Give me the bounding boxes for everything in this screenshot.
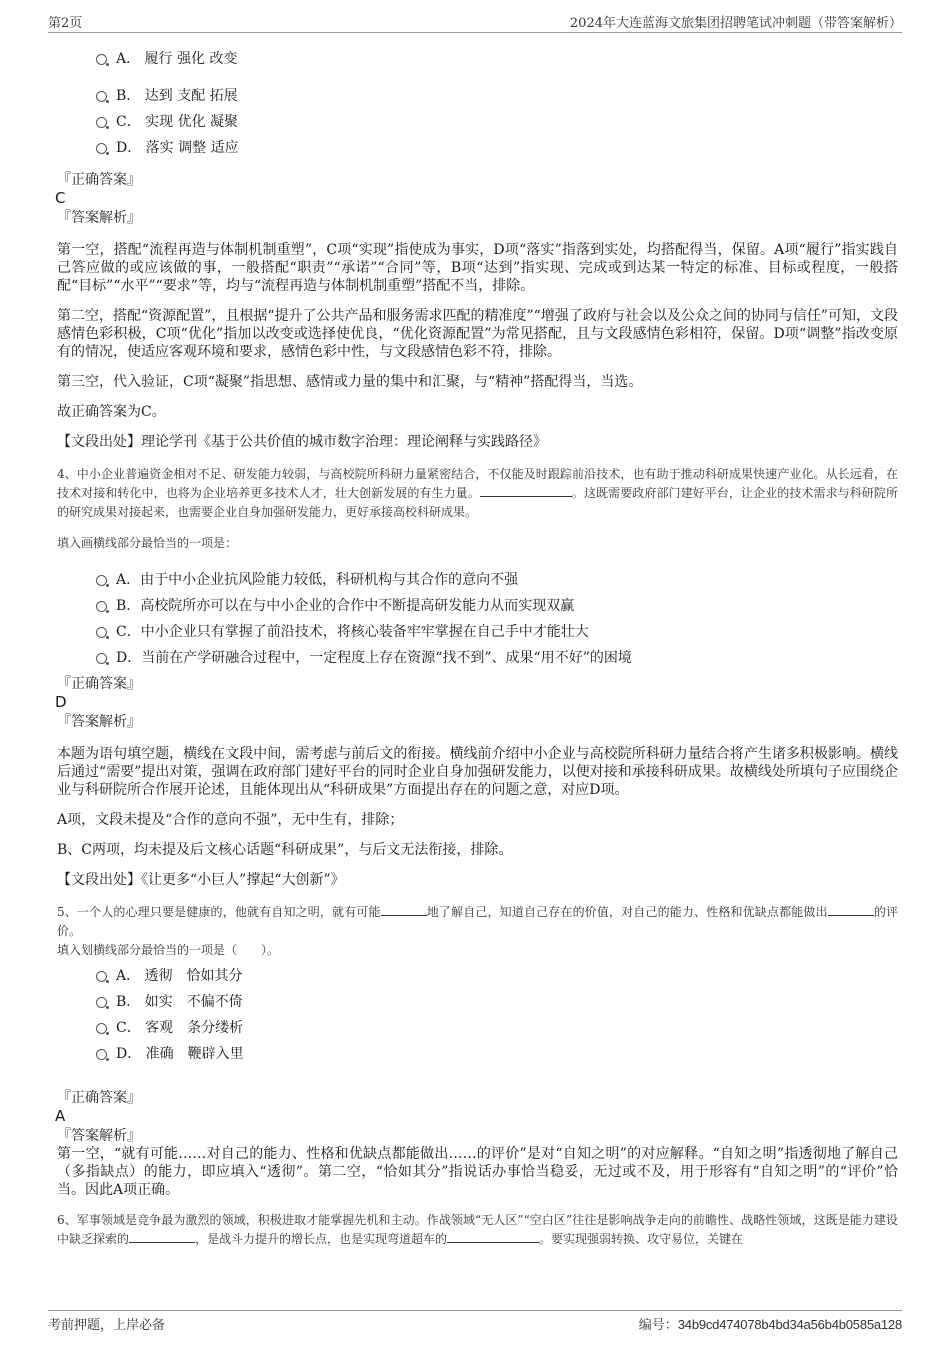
option-a[interactable]: A． 透彻 恰如其分 <box>96 963 950 989</box>
document-id: 编号：34b9cd474078b4bd34a56b4b0585a128 <box>638 1317 902 1333</box>
option-c[interactable]: C． 实现 优化 凝聚 <box>96 109 950 135</box>
answer-label: 『正确答案』 <box>57 172 141 188</box>
option-c[interactable]: C．中小企业只有掌握了前沿技术，将核心装备牢牢掌握在自己手中才能壮大 <box>96 619 950 645</box>
radio-icon[interactable] <box>96 1023 107 1034</box>
radio-icon[interactable] <box>96 1049 107 1060</box>
fill-blank <box>480 484 572 497</box>
radio-icon[interactable] <box>96 601 107 612</box>
analysis-label: 『答案解析』 <box>57 1128 141 1144</box>
analysis-paragraph: 第一空，搭配“流程再造与体制机制重塑”，C项“实现”指使成为事实，D项“落实”指落到实处，均搭配得当，保留。A项“履行”指实践自己答应做的或应该做的事，一般搭配“职责”“承诺”“合同”等，B项“达到”指实现、完成或到达某一特定的标准、目标或程度，一般搭配“目标”“水平”“要求”等，均与“流程再造与体制机制重塑”搭配不当，排除。 <box>57 242 898 294</box>
correct-answer: A <box>55 1107 66 1125</box>
radio-icon[interactable] <box>96 54 107 65</box>
analysis-label: 『答案解析』 <box>57 714 141 730</box>
analysis-paragraph: 本题为语句填空题，横线在文段中间，需考虑与前后文的衔接。横线前介绍中小企业与高校院所科研力量结合将产生诸多积极影响。横线后通过“需要”提出对策，强调在政府部门建好平台的同时企业自身加强研发能力，以便对接和承接科研成果。故横线处所填句子应围绕企业与科研院所合作展开论述，且能体现出从“科研成果”方面提出存在的问题之意，对应D项。 <box>57 746 898 798</box>
analysis-paragraph: B、C两项，均未提及后文核心话题“科研成果”，与后文无法衔接，排除。 <box>57 842 513 858</box>
question-4 <box>0 465 950 889</box>
option-a[interactable]: A．由于中小企业抗风险能力较低，科研机构与其合作的意向不强 <box>96 567 950 593</box>
fill-blank <box>381 903 427 916</box>
page-content <box>0 44 950 1249</box>
question-6 <box>0 1211 950 1249</box>
question-stem: 6、军事领域是竞争最为激烈的领域，积极进取才能掌握先机和主动。作战领域“无人区”“空白区”往往是影响战争走向的前瞻性、战略性领域，这既是能力建设中缺乏探索的 ，是战斗力提升的增长点，也是实现弯道超车的 。要实现强弱转换、攻守易位，关键在 <box>57 1213 898 1246</box>
page-number: 第2页 <box>48 16 83 31</box>
analysis-paragraph: 第一空，“就有可能……对自己的能力、性格和优缺点都能做出……的评价”是对“自知之明”的对应解释。“自知之明”指透彻地了解自己（多指缺点）的能力，即应填入“透彻”。第二空，“恰如其分”指说话办事恰当稳妥，无过或不及，用于形容有“自知之明”的“评价”恰当。因此A项正确。 <box>57 1146 898 1198</box>
page-footer <box>0 1300 950 1345</box>
question-stem: 4、中小企业普遍资金相对不足、研发能力较弱，与高校院所科研力量紧密结合，不仅能及时跟踪前沿技术，也有助于推动科研成果快速产业化。从长远看，在技术对接和转化中，也将为企业培养更多技术人才，壮大创新发展的有生力量。 。这既需要政府部门建好平台，让企业的技术需求与科研院所的研究成果对接起来，也需要企业自身加强研发能力，更好承接高校科研成果。 <box>57 467 898 519</box>
option-b[interactable]: B．高校院所亦可以在与中小企业的合作中不断提高研发能力从而实现双赢 <box>96 593 950 619</box>
correct-answer: D <box>55 693 67 711</box>
radio-icon[interactable] <box>96 971 107 982</box>
document-title: 2024年大连蓝海文旅集团招聘笔试冲刺题（带答案解析） <box>569 16 902 31</box>
analysis-conclusion: 故正确答案为C。 <box>57 404 166 420</box>
footer-divider <box>48 1310 902 1311</box>
fill-blank <box>447 1230 539 1243</box>
source-citation: 【文段出处】理论学刊《基于公共价值的城市数字治理：理论阐释与实践路径》 <box>57 434 547 450</box>
radio-icon[interactable] <box>96 143 107 154</box>
option-d[interactable]: D．当前在产学研融合过程中，一定程度上存在资源“找不到”、成果“用不好”的困境 <box>96 645 950 671</box>
answer-label: 『正确答案』 <box>57 1090 141 1106</box>
question-prompt: 填入画横线部分最恰当的一项是： <box>57 536 238 550</box>
option-b[interactable]: B． 达到 支配 拓展 <box>96 83 950 109</box>
header-divider <box>48 32 902 33</box>
radio-icon[interactable] <box>96 575 107 586</box>
option-c[interactable]: C． 客观 条分缕析 <box>96 1015 950 1041</box>
question-3 <box>0 46 950 451</box>
footer-slogan: 考前押题，上岸必备 <box>48 1318 166 1333</box>
analysis-paragraph: A项，文段未提及“合作的意向不强”，无中生有，排除； <box>57 812 404 828</box>
page-header <box>0 0 950 34</box>
option-d[interactable]: D． 准确 鞭辟入里 <box>96 1041 950 1067</box>
source-citation: 【文段出处】《让更多“小巨人”撑起“大创新”》 <box>57 872 345 888</box>
fill-blank <box>828 903 874 916</box>
radio-icon[interactable] <box>96 627 107 638</box>
analysis-paragraph: 第二空，搭配“资源配置”，且根据“提升了公共产品和服务需求匹配的精准度”“增强了政府与社会以及公众之间的协同与信任”可知，文段感情色彩积极，C项“优化”指加以改变或选择使优良，“优化资源配置”为常见搭配，且与文段感情色彩相符，保留。D项“调整”指改变原有的情况，使适应客观环境和要求，感情色彩中性，与文段感情色彩不符，排除。 <box>57 308 898 360</box>
fill-blank <box>129 1230 195 1243</box>
radio-icon[interactable] <box>96 653 107 664</box>
option-d[interactable]: D． 落实 调整 适应 <box>96 135 950 161</box>
option-a[interactable]: A． 履行 强化 改变 <box>96 46 950 72</box>
option-b[interactable]: B． 如实 不偏不倚 <box>96 989 950 1015</box>
question-stem: 5、一个人的心理只要是健康的，他就有自知之明，就有可能 地了解自己，知道自己存在的价值，对自己的能力、性格和优缺点都能做出 的评价。 <box>57 905 898 938</box>
analysis-paragraph: 第三空，代入验证，C项“凝聚”指思想、感情或力量的集中和汇聚，与“精神”搭配得当，当选。 <box>57 374 643 390</box>
analysis-label: 『答案解析』 <box>57 210 141 226</box>
question-5 <box>0 903 950 1199</box>
correct-answer: C <box>55 189 66 207</box>
radio-icon[interactable] <box>96 997 107 1008</box>
radio-icon[interactable] <box>96 91 107 102</box>
answer-label: 『正确答案』 <box>57 676 141 692</box>
question-prompt: 填入划横线部分最恰当的一项是（ ）。 <box>57 943 280 957</box>
radio-icon[interactable] <box>96 117 107 128</box>
